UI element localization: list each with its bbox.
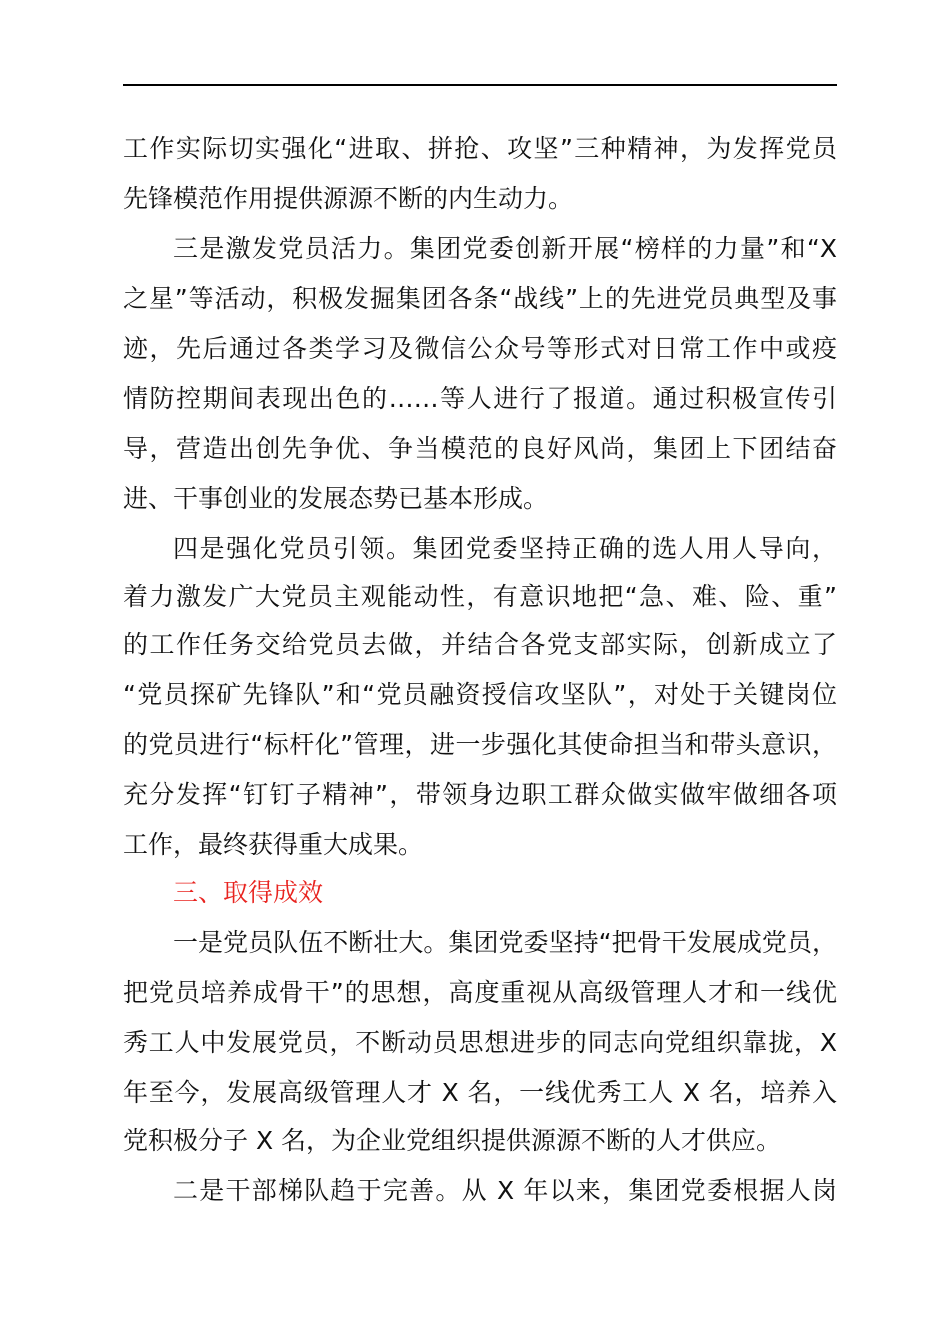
body-line: 着力激发广大党员主观能动性，有意识地把“急、难、险、重”	[123, 582, 837, 611]
body-line: 党积极分子 X 名，为企业党组织提供源源不断的人才供应。	[123, 1126, 782, 1155]
body-line: 秀工人中发展党员，不断动员思想进步的同志向党组织靠拢，X	[123, 1028, 837, 1057]
section-heading: 三、取得成效	[173, 878, 324, 907]
body-line: 先锋模范作用提供源源不断的内生动力。	[123, 184, 574, 213]
body-line: 的党员进行“标杆化”管理，进一步强化其使命担当和带头意识，	[123, 730, 837, 759]
body-line: 进、干事创业的发展态势已基本形成。	[123, 484, 549, 513]
paragraph-first-line: 二是干部梯队趋于完善。从 X 年以来，集团党委根据人岗	[173, 1176, 837, 1205]
paragraph-first-line: 四是强化党员引领。集团党委坚持正确的选人用人导向，	[173, 534, 837, 563]
body-line: 年至今，发展高级管理人才 X 名，一线优秀工人 X 名，培养入	[123, 1078, 837, 1107]
paragraph-first-line: 三是激发党员活力。集团党委创新开展“榜样的力量”和“X	[173, 234, 837, 263]
body-line: 导，营造出创先争优、争当模范的良好风尚，集团上下团结奋	[123, 434, 837, 463]
body-line: 工作实际切实强化“进取、拼抢、攻坚”三种精神，为发挥党员	[123, 134, 837, 163]
body-line: 把党员培养成骨干”的思想，高度重视从高级管理人才和一线优	[123, 978, 837, 1007]
body-line: 工作，最终获得重大成果。	[123, 830, 424, 859]
header-rule	[123, 84, 837, 86]
body-line: 充分发挥“钉钉子精神”，带领身边职工群众做实做牢做细各项	[123, 780, 837, 809]
body-line: 迹，先后通过各类学习及微信公众号等形式对日常工作中或疫	[123, 334, 837, 363]
body-line: 情防控期间表现出色的……等人进行了报道。通过积极宣传引	[123, 384, 837, 413]
body-line: 的工作任务交给党员去做，并结合各党支部实际，创新成立了	[123, 630, 837, 659]
body-line: 之星”等活动，积极发掘集团各条“战线”上的先进党员典型及事	[123, 284, 837, 313]
body-line: “党员探矿先锋队”和“党员融资授信攻坚队”，对处于关键岗位	[123, 680, 837, 709]
paragraph-first-line: 一是党员队伍不断壮大。集团党委坚持“把骨干发展成党员，	[173, 928, 837, 957]
